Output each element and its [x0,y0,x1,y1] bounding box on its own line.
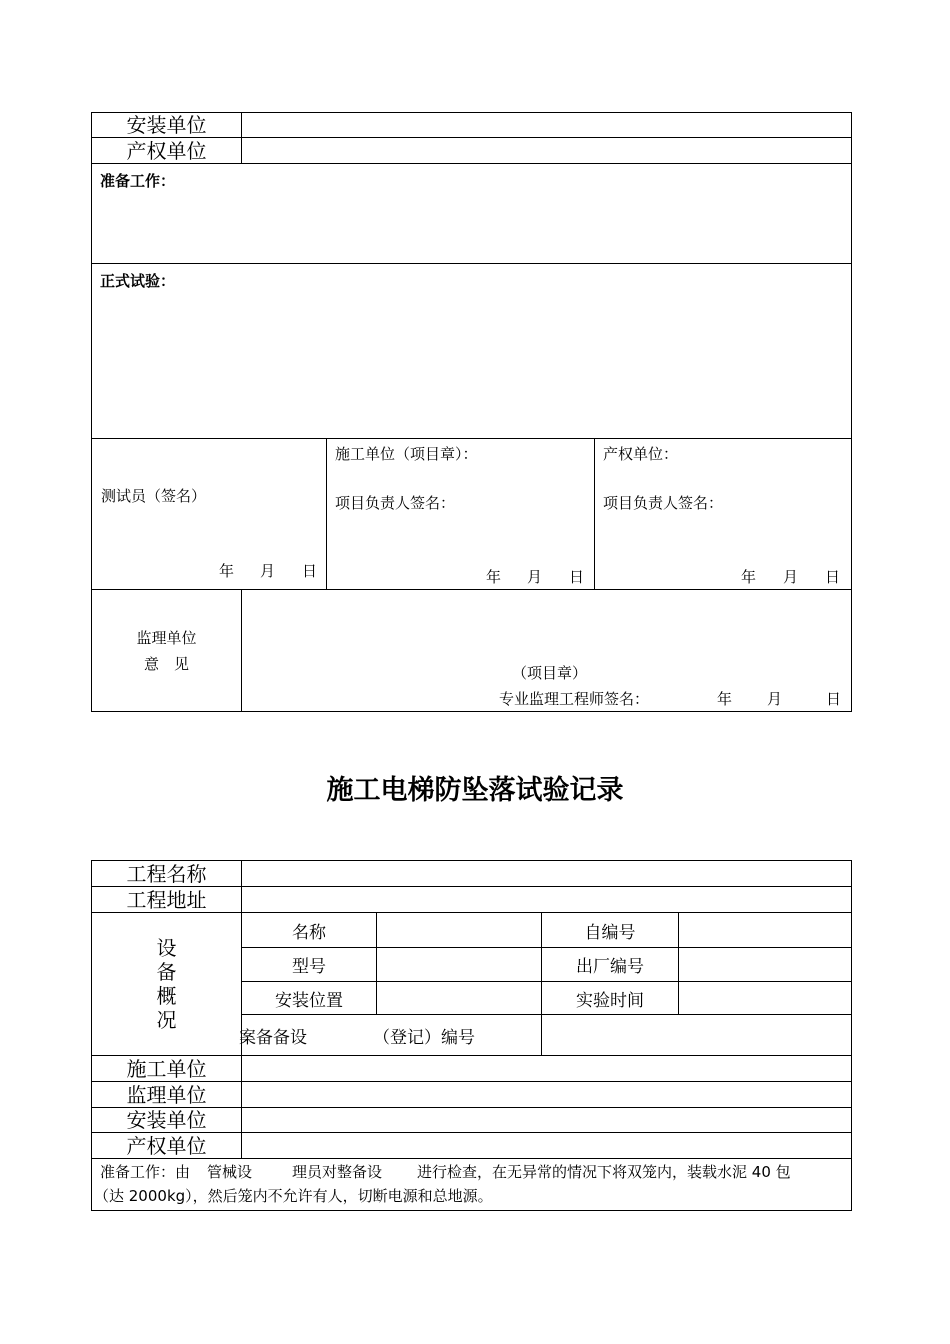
form1-property-sign-label: 项目负责人签名： [603,494,724,512]
form1-supervision-label-2: 意 见 [143,654,189,673]
form2-prep-text-d: 进行检查，在无异常的情况下将双笼内，装载水泥 40 包 [417,1163,791,1181]
form1-supervision-month: 月 [767,690,783,708]
form1-property-month: 月 [783,568,799,586]
form2-construction-unit-value[interactable] [242,1056,852,1082]
form2-project-name-label: 工程名称 [92,861,242,887]
form1-property-day: 日 [825,568,841,586]
form1-install-unit-value[interactable] [242,113,852,138]
form2-prep-section[interactable] [92,1159,852,1211]
form2-record-label-a: 案备备设 [239,1027,307,1048]
form1-supervision-label-1: 监理单位 [136,628,197,647]
form1-engineer-sign-label: 专业监理工程师签名： [499,690,650,708]
form1-construction-sign-label: 项目负责人签名： [335,494,456,512]
form1-supervision-day: 日 [826,690,842,708]
form2-supervision-unit-value[interactable] [242,1082,852,1108]
form2-record-value[interactable] [542,1015,852,1056]
form1-test-section[interactable] [92,264,852,439]
form1-construction-label: 施工单位（项目章）： [335,445,478,463]
form2-self-number-label: 自编号 [542,913,679,948]
form1-tester-month: 月 [260,562,276,580]
form1-prep-label: 准备工作： [100,172,176,190]
form2-project-name-value[interactable] [242,861,852,887]
form2-property-unit-value[interactable] [242,1133,852,1159]
form2-name-value[interactable] [377,913,542,948]
overview-char-3: 概 [156,984,177,1008]
form2-supervision-unit-label: 监理单位 [92,1082,242,1108]
form2-equipment-overview-label [92,913,242,1056]
form1-install-unit-label: 安装单位 [92,113,242,138]
form2-table [91,860,852,1211]
form1-construction-month: 月 [527,568,543,586]
form2-install-unit-label: 安装单位 [92,1108,242,1133]
form2-model-value[interactable] [377,948,542,982]
form1-tester-day: 日 [302,562,318,580]
form1-supervision-year: 年 [717,690,733,708]
form2-self-number-value[interactable] [679,913,852,948]
form1-tester-cell[interactable] [92,439,327,590]
overview-char-1: 设 [156,936,177,960]
form2-name-label: 名称 [242,913,377,948]
form1-test-label: 正式试验： [100,272,176,290]
form2-install-location-value[interactable] [377,982,542,1015]
form1-property-unit-value[interactable] [242,138,852,164]
form1-property-unit-label: 产权单位 [92,138,242,164]
form2-prep-text-line2: （达 2000kg），然后笼内不允许有人，切断电源和总地源。 [94,1187,493,1205]
form2-factory-number-label: 出厂编号 [542,948,679,982]
form2-model-label: 型号 [242,948,377,982]
form1-prep-section[interactable] [92,164,852,264]
overview-char-4: 况 [156,1008,177,1032]
form2-record-label-b: （登记）编号 [373,1027,475,1048]
form1-table [91,112,852,712]
form2-prep-text-b: 管械设 [207,1163,253,1181]
form2-factory-number-value[interactable] [679,948,852,982]
form1-property-cell[interactable] [595,439,852,590]
form2-prep-text-a: 准备工作：由 [100,1163,191,1181]
form1-project-seal: （项目章） [512,664,588,682]
form1-supervision-opinion-cell[interactable] [242,590,852,712]
form1-tester-year: 年 [219,562,235,580]
form2-install-location-label: 安装位置 [242,982,377,1015]
form2-project-address-label: 工程地址 [92,887,242,913]
form1-construction-cell[interactable] [327,439,595,590]
form1-supervision-label-cell [92,590,242,712]
form2-construction-unit-label: 施工单位 [92,1056,242,1082]
overview-char-2: 备 [156,960,177,984]
form2-test-time-value[interactable] [679,982,852,1015]
form2-property-unit-label: 产权单位 [92,1133,242,1159]
page-title: 施工电梯防坠落试验记录 [326,775,624,806]
form1-construction-year: 年 [486,568,502,586]
form2-project-address-value[interactable] [242,887,852,913]
form2-test-time-label: 实验时间 [542,982,679,1015]
form1-construction-day: 日 [569,568,585,586]
form1-tester-label: 测试员（签名） [101,487,207,505]
form1-property-label: 产权单位： [603,445,679,463]
form2-prep-text-c: 理员对整备设 [292,1163,383,1181]
form1-property-year: 年 [741,568,757,586]
form2-record-label [239,1015,542,1056]
form2-install-unit-value[interactable] [242,1108,852,1133]
